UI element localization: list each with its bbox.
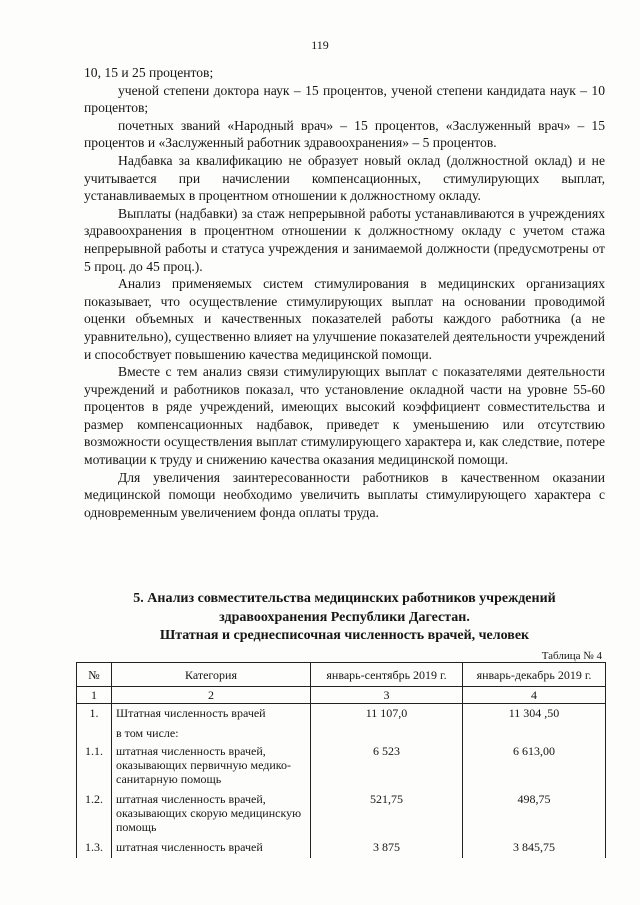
row-category: штатная численность врачей, оказывающих скорую медицинскую помощь	[112, 790, 311, 838]
column-number-row	[77, 687, 606, 704]
row-number: 1.1.	[77, 742, 112, 790]
paragraph: почетных званий «Народный врач» – 15 процентов, «Заслуженный врач» – 15 процентов и «Заслуженный работник здравоохранения» – 5 процентов.	[84, 117, 605, 151]
column-number: 4	[463, 687, 606, 704]
row-category: штатная численность врачей, оказывающих первичную медико-санитарную помощь	[112, 742, 311, 790]
row-category: штатная численность врачей	[112, 838, 311, 858]
row-value-1	[311, 724, 463, 742]
paragraph: Выплаты (надбавки) за стаж непрерывной работы устанавливаются в учреждениях здравоохранения в процентном отношении к должностному окладу с учетом стажа непрерывной работы и статуса учреждения и занимаемой должности (предусмотрены от 5 проц. до 45 проц.).	[84, 205, 605, 274]
column-number: 1	[77, 687, 112, 704]
body-text	[84, 64, 605, 521]
paragraph: 10, 15 и 25 процентов;	[84, 65, 214, 80]
row-value-2: 6 613,00	[463, 742, 606, 790]
row-number: 1.2.	[77, 790, 112, 838]
header-period-1: январь-сентябрь 2019 г.	[311, 663, 463, 687]
paragraph: Вместе с тем анализ связи стимулирующих выплат с показателями деятельности учреждений и работников показал, что установление окладной части на уровне 55-60 процентов в ряде учреждений, имеющих высокий коэффициент совместительства и размер компенсационных надбавок, приведет к уменьшению или отсутствию возможности осуществления выплат стимулирующего характера и, как следствие, потере мотивации к труду и снижению качества оказания медицинской помощи.	[84, 364, 605, 468]
paragraph: ученой степени доктора наук – 15 процентов, ученой степени кандидата наук – 10 процентов;	[84, 82, 605, 116]
row-category: Штатная численность врачей	[112, 704, 311, 725]
row-value-2: 11 304 ,50	[463, 704, 606, 725]
row-number: 1.	[77, 704, 112, 725]
column-number: 3	[311, 687, 463, 704]
table-row	[77, 724, 606, 742]
page-number: 119	[311, 38, 329, 52]
row-value-1: 521,75	[311, 790, 463, 838]
section-heading-line: здравоохранения Республики Дагестан.	[219, 609, 470, 625]
table-row	[77, 704, 606, 725]
row-number	[77, 724, 112, 742]
row-value-1: 6 523	[311, 742, 463, 790]
row-value-2	[463, 724, 606, 742]
data-table	[76, 662, 606, 858]
row-value-2: 498,75	[463, 790, 606, 838]
table-header-row	[77, 663, 606, 687]
header-number: №	[77, 663, 112, 687]
section-heading-line: 5. Анализ совместительства медицинских работников учреждений	[133, 591, 556, 606]
row-value-1: 11 107,0	[311, 704, 463, 725]
header-period-2: январь-декабрь 2019 г.	[463, 663, 606, 687]
row-category: в том числе:	[112, 724, 311, 742]
paragraph: Для увеличения заинтересованности работников в качественном оказании медицинской помощи необходимо увеличить выплаты стимулирующего характера с одновременным увеличением фонда оплаты труда.	[84, 469, 605, 520]
row-value-2: 3 845,75	[463, 838, 606, 858]
paragraph: Надбавка за квалификацию не образует новый оклад (должностной оклад) и не учитывается при начислении компенсационных, стимулирующих выплат, устанавливаемых в процентном отношении к должностному окладу.	[84, 152, 605, 204]
section-heading-line: Штатная и среднесписочная численность врачей, человек	[159, 628, 530, 643]
table-caption: Таблица № 4	[541, 650, 602, 662]
column-number: 2	[112, 687, 311, 704]
paragraph: Анализ применяемых систем стимулирования в медицинских организациях показывает, что осуществление стимулирующих выплат на основании проводимой оценки объемных и качественных показателей работы каждого работника (а не уравнительно), существенно влияет на улучшение показателей деятельности учреждений и способствует повышению качества медицинской помощи.	[84, 276, 605, 362]
row-number: 1.3.	[77, 838, 112, 858]
table-row	[77, 742, 606, 790]
section-heading	[84, 590, 605, 646]
table-row	[77, 790, 606, 838]
header-category: Категория	[112, 663, 311, 687]
table-row	[77, 838, 606, 858]
row-value-1: 3 875	[311, 838, 463, 858]
